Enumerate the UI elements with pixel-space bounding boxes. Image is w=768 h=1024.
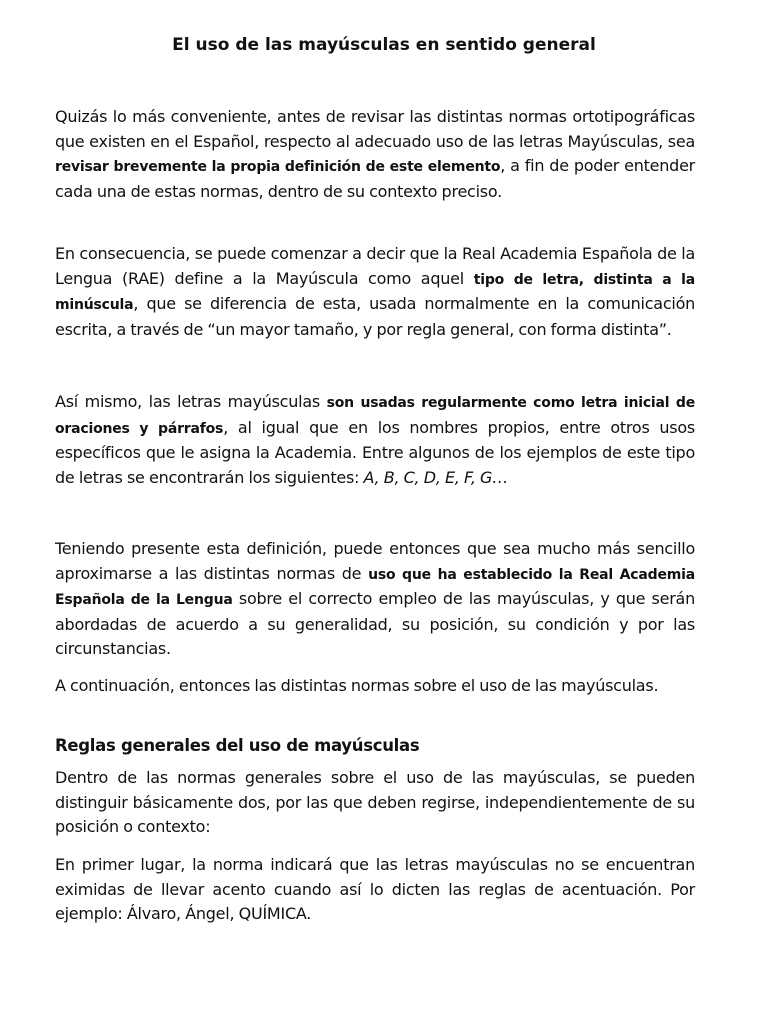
paragraph-4: [55, 537, 695, 662]
paragraph-2-bold: tipo de letra, distinta a la minúscula: [55, 271, 696, 314]
paragraph-5: A continuación, entonces las distintas normas sobre el uso de las mayúsculas.: [55, 676, 659, 695]
paragraph-1: [55, 105, 695, 204]
paragraph-1-text-a: Quizás lo más conveniente, antes de revisar las distintas normas ortotipográficas que existen en el Español, respecto al adecuado uso de las letras Mayúsculas, sea: [55, 107, 695, 151]
page-title: El uso de las mayúsculas en sentido general: [172, 35, 596, 55]
paragraph-2: [55, 242, 695, 342]
paragraph-4-text-a: Teniendo presente esta definición, puede entonces que sea mucho más sencillo aproximarse a las distintas normas de: [55, 539, 695, 583]
paragraph-3-text-c: , al igual que en los nombres propios, entre otros usos específicos que le asigna la Academia. Entre algunos de los ejemplos de este tipo de letras se encontrarán los siguientes:: [55, 417, 695, 487]
paragraph-6: Dentro de las normas generales sobre el uso de las mayúsculas, se pueden distinguir básicamente dos, por las que deben regirse, independientemente de su posición o contexto:: [55, 768, 695, 837]
paragraph-7: En primer lugar, la norma indicará que las letras mayúsculas no se encuentran eximidas de llevar acento cuando así lo dicten las reglas de acentuación. Por ejemplo: Álvaro, Ángel, QUÍMICA.: [55, 855, 695, 924]
paragraph-1-text-c: , a fin de poder entender cada una de estas normas, dentro de su contexto preciso.: [55, 156, 695, 201]
paragraph-2-text-a: En consecuencia, se puede comenzar a decir que la Real Academia Española de la Lengua (RAE) define a la Mayúscula como aquel: [55, 244, 695, 288]
paragraph-3-text-a: Así mismo, las letras mayúsculas: [55, 392, 327, 411]
paragraph-4-text-c: sobre el correcto empleo de las mayúsculas, y que serán abordadas de acuerdo a su generalidad, su posición, su condición y por las circunstancias.: [55, 589, 695, 659]
paragraph-3: [55, 390, 695, 490]
paragraph-3-bold: son usadas regularmente como letra inicial de oraciones y párrafos: [55, 395, 695, 437]
paragraph-3-italic-examples: A, B, C, D, E, F, G…: [363, 467, 508, 487]
section-heading: Reglas generales del uso de mayúsculas: [55, 736, 420, 755]
paragraph-4-bold: uso que ha establecido la Real Academia Española de la Lengua: [55, 566, 695, 609]
paragraph-2-text-c: , que se diferencia de esta, usada normalmente en la comunicación escrita, a través de “un mayor tamaño, y por regla general, con forma distinta”.: [55, 294, 695, 339]
paragraph-1-bold: revisar brevemente la propia definición de este elemento: [55, 159, 501, 176]
